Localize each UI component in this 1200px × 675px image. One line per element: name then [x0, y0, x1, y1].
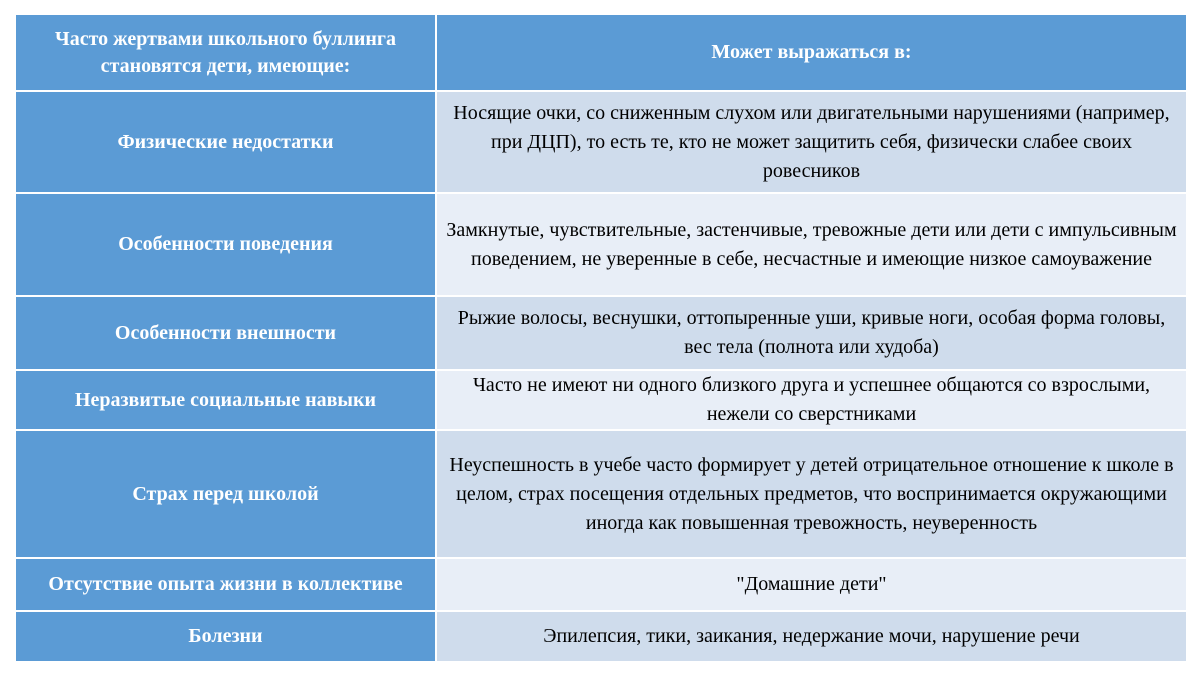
header-expression-column: Может выражаться в: [436, 14, 1187, 91]
row-category: Болезни [15, 611, 436, 662]
row-description: Замкнутые, чувствительные, застенчивые, тревожные дети или дети с импульсивным поведением, не уверенные в себе, несчастные и имеющие низкое самоуважение [436, 193, 1187, 296]
table-row [15, 91, 1187, 193]
header-victims-column: Часто жертвами школьного буллинга становятся дети, имеющие: [15, 14, 436, 91]
row-category: Особенности поведения [15, 193, 436, 296]
table-row [15, 296, 1187, 370]
row-category: Особенности внешности [15, 296, 436, 370]
row-description: Часто не имеют ни одного близкого друга и успешнее общаются со взрослыми, нежели со сверстниками [436, 370, 1187, 430]
table-row [15, 611, 1187, 662]
row-category: Неразвитые социальные навыки [15, 370, 436, 430]
table-row [15, 558, 1187, 611]
bullying-table-container [14, 13, 1186, 663]
row-category: Отсутствие опыта жизни в коллективе [15, 558, 436, 611]
table-header-row [15, 14, 1187, 91]
bullying-table [14, 13, 1188, 663]
row-description: Неуспешность в учебе часто формирует у детей отрицательное отношение к школе в целом, страх посещения отдельных предметов, что воспринимается окружающими иногда как повышенная тревожность, неуверенность [436, 430, 1187, 558]
table-row [15, 430, 1187, 558]
row-description: Эпилепсия, тики, заикания, недержание мочи, нарушение речи [436, 611, 1187, 662]
row-category: Страх перед школой [15, 430, 436, 558]
row-description: Рыжие волосы, веснушки, оттопыренные уши, кривые ноги, особая форма головы, вес тела (полнота или худоба) [436, 296, 1187, 370]
table-row [15, 193, 1187, 296]
row-description: "Домашние дети" [436, 558, 1187, 611]
row-category: Физические недостатки [15, 91, 436, 193]
row-description: Носящие очки, со сниженным слухом или двигательными нарушениями (например, при ДЦП), то есть те, кто не может защитить себя, физически слабее своих ровесников [436, 91, 1187, 193]
table-row [15, 370, 1187, 430]
